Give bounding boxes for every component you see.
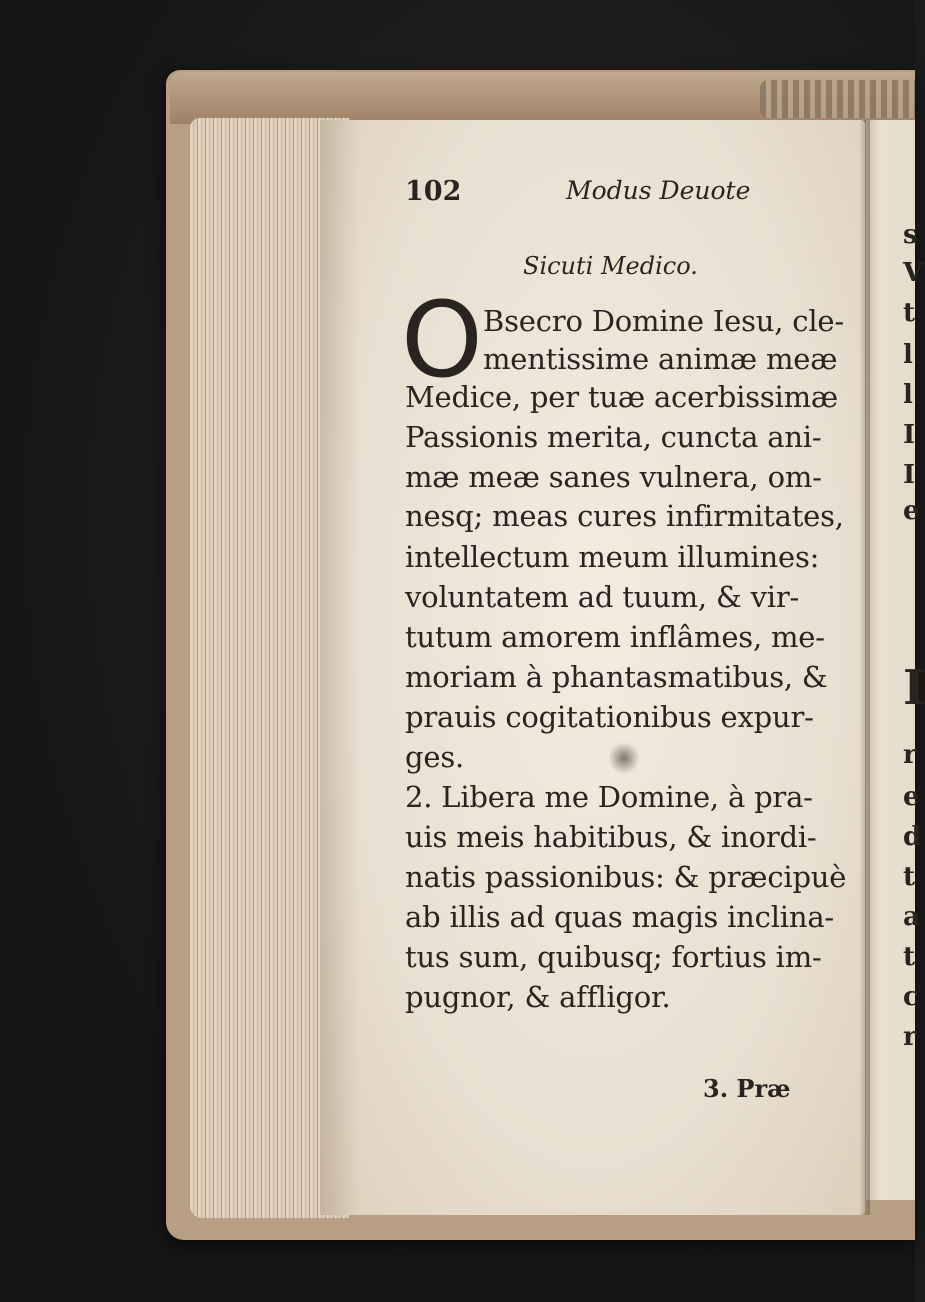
ink-stain [608,742,640,774]
facing-glyph: e [903,496,920,526]
gutter-shadow [860,120,870,1215]
section-title: Sicuti Medico. [523,252,698,280]
text-line: pugnor, & affligor. [405,980,671,1014]
page-number: 102 [405,176,462,207]
text-line: mentissime animæ meæ [483,342,838,376]
facing-glyph: e [903,782,920,812]
text-line: ab illis ad quas magis inclina- [405,900,835,934]
running-title: Modus Deuote [566,176,751,205]
text-line: Passionis merita, cuncta ani- [405,420,822,454]
drop-cap: O [401,279,483,401]
text-line: uis meis habitibus, & inordi- [405,820,817,854]
catchword: 3. Præ [703,1074,791,1103]
facing-glyph: t [903,298,916,328]
facing-glyph: I [903,460,916,490]
text-line: prauis cogitationibus expur- [405,700,814,734]
facing-glyph: I [903,660,925,716]
facing-glyph: a [903,902,920,932]
text-line: natis passionibus: & præcipuè [405,860,847,894]
text-line: 2. Libera me Domine, à pra- [405,780,813,814]
text-line: Medice, per tuæ acerbissimæ [405,380,838,414]
facing-glyph: l [903,380,913,410]
text-line: moriam à phantasmatibus, & [405,660,828,694]
left-page-shadow [320,120,360,1215]
text-line: intellectum meum illumines: [405,540,820,574]
text-line: nesq; meas cures infirmitates, [405,499,844,533]
facing-glyph: t [903,942,916,972]
text-line: mæ meæ sanes vulnera, om- [405,460,822,494]
text-line: ges. [405,740,465,774]
facing-glyph: s [903,220,918,250]
facing-glyph: r [903,1022,917,1052]
text-line: tus sum, quibusq; fortius im- [405,940,822,974]
facing-glyph: t [903,862,916,892]
text-line: tutum amorem inflâmes, me- [405,620,825,654]
spine-band [760,80,915,118]
facing-glyph: c [903,982,919,1012]
facing-glyph: r [903,740,917,770]
text-line: voluntatem ad tuum, & vir- [405,580,800,614]
facing-glyph: I [903,420,916,450]
text-line: Bsecro Domine Iesu, cle- [483,304,844,338]
facing-glyph: l [903,340,913,370]
facing-glyph: V [903,258,924,288]
facing-glyph: d [903,822,922,852]
